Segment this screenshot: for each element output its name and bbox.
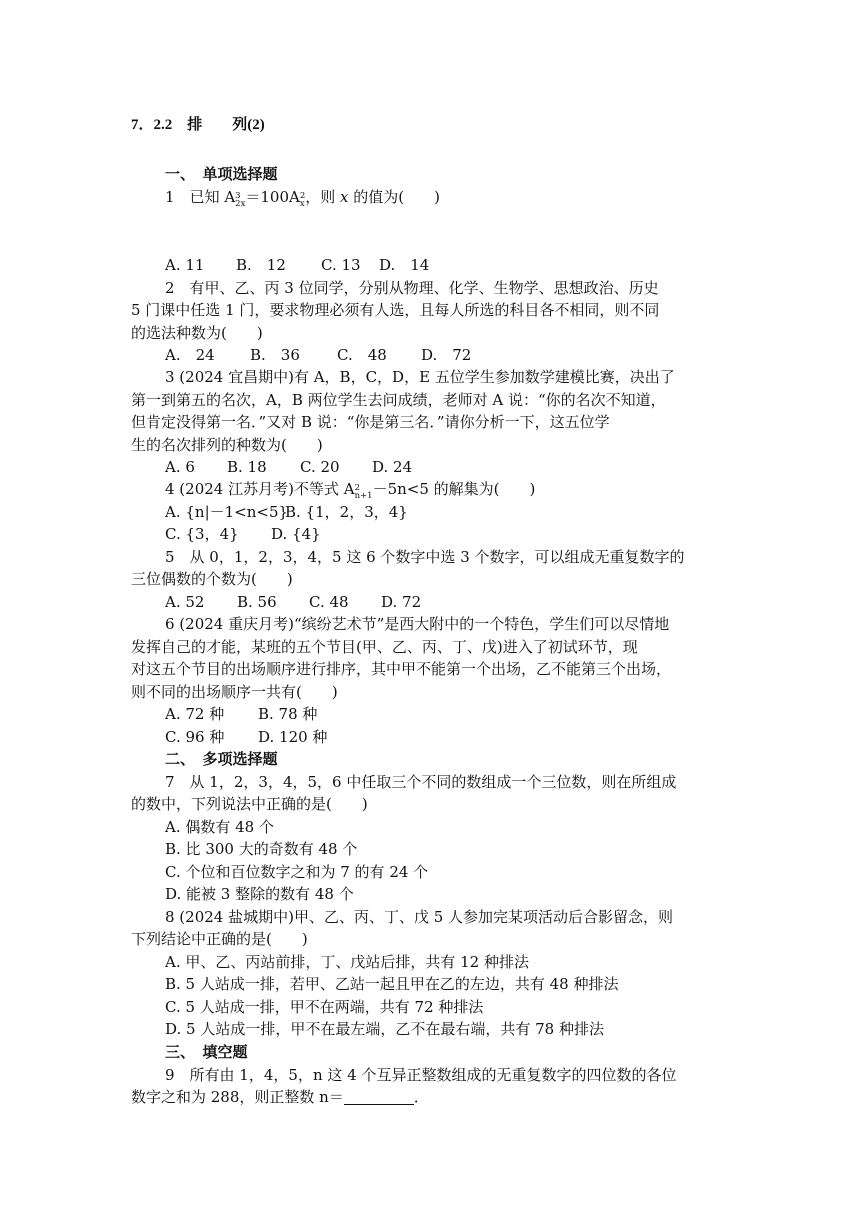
q5-line-1: 5 从 0，1，2，3，4，5 这 6 个数字中选 3 个数字，可以组成无重复数字的 [165, 548, 685, 566]
option-b: B. 5 人站成一排，若甲、乙站一起且甲在乙的左边，共有 48 种排法 [165, 975, 619, 993]
option-a: A. 偶数有 48 个 [165, 818, 274, 836]
question-text: 数字之和为 288，则正整数 n＝ [131, 1088, 344, 1106]
q2-line-1: 2 有甲、乙、丙 3 位同学，分别从物理、化学、生物学、思想政治、历史 [165, 279, 659, 297]
option-b: B. {1，2，3，4} [285, 503, 408, 521]
question-text: －5n<5 的解集为( ) [372, 480, 536, 498]
option-d: D. 72 [381, 593, 422, 611]
option-b: B. 比 300 大的奇数有 48 个 [165, 840, 358, 858]
q3-options [165, 456, 412, 478]
option-b: B. 36 [250, 346, 300, 364]
q4-options-row-1 [165, 501, 408, 523]
section-heading-multiple-choice: 二、 多项选择题 [165, 750, 278, 768]
question-text: ＝100A [245, 188, 300, 206]
variable: x [340, 188, 349, 206]
q6-line-3: 对这五个节目的出场顺序进行排序，其中甲不能第一个出场，乙不能第三个出场， [131, 660, 672, 678]
q4-line-1 [165, 478, 535, 500]
q4-options-row-2 [165, 523, 321, 545]
answer-blank[interactable] [344, 1090, 414, 1105]
q6-line-2: 发挥自己的才能，某班的五个节目(甲、乙、丙、丁、戊)进入了初试环节，现 [131, 638, 638, 656]
q9-line-2 [131, 1086, 429, 1108]
question-number: 1 [165, 188, 175, 206]
option-d: D. 能被 3 整除的数有 48 个 [165, 885, 354, 903]
q6-options-row-1 [165, 703, 317, 725]
option-a: A. 甲、乙、丙站前排，丁、戊站后排，共有 12 种排法 [165, 953, 529, 971]
q9-line-1: 9 所有由 1，4，5，n 这 4 个互异正整数组成的无重复数字的四位数的各位 [165, 1066, 677, 1084]
option-d: D. 24 [372, 458, 413, 476]
option-c: C. {3，4} [165, 525, 239, 543]
option-d: D. 72 [421, 346, 472, 364]
q5-options [165, 591, 421, 613]
option-b: B. 12 [236, 256, 286, 274]
q8-line-2: 下列结论中正确的是( ) [131, 930, 308, 948]
option-c: C. 个位和百位数字之和为 7 的有 24 个 [165, 863, 429, 881]
superscript-subscript: 3 2x [235, 191, 246, 209]
option-d: D. 14 [379, 256, 430, 274]
option-a: A. 24 [165, 346, 215, 364]
q6-line-1: 6 (2024 重庆月考)“缤纷艺术节”是西大附中的一个特色，学生们可以尽情地 [165, 615, 670, 633]
q1-options [165, 254, 429, 276]
q7-line-1: 7 从 1，2，3，4，5，6 中任取三个不同的数组成一个三位数，则在所组成 [165, 773, 677, 791]
superscript-subscript: 2 n+1 [354, 483, 373, 501]
q3-line-3: 但肯定没得第一名．”又对 B 说：“你是第三名．”请你分析一下，这五位学 [131, 413, 610, 431]
q5-line-2: 三位偶数的个数为( ) [131, 570, 293, 588]
option-c: C. 13 [321, 256, 361, 274]
question-text: ，则 [305, 188, 341, 206]
option-c: C. 20 [300, 458, 340, 476]
option-b: B. 18 [227, 458, 267, 476]
superscript-subscript: 2 x [299, 191, 306, 209]
option-a: A. 72 种 [165, 705, 225, 723]
q2-line-2: 5 门课中任选 1 门，要求物理必须有人选，且每人所选的科目各不相同，则不同 [131, 301, 660, 319]
option-d: D. 120 种 [258, 728, 328, 746]
option-b: B. 78 种 [258, 705, 318, 723]
question-1 [165, 186, 440, 208]
option-d: D. {4} [271, 525, 321, 543]
option-c: C. 48 [309, 593, 349, 611]
q3-line-2: 第一到第五的名次，A，B 两位学生去问成绩，老师对 A 说：“你的名次不知道， [131, 391, 666, 409]
q3-line-4: 生的名次排列的种数为( ) [131, 436, 323, 454]
q6-options-row-2 [165, 726, 327, 748]
question-text: 的值为( ) [348, 188, 440, 206]
q3-line-1: 3 (2024 宜昌期中)有 A，B，C，D，E 五位学生参加数学建模比赛，决出了 [165, 368, 675, 386]
option-a: A. 11 [165, 256, 205, 274]
option-c: C. 48 [337, 346, 387, 364]
option-a: A. 6 [165, 458, 195, 476]
option-c: C. 5 人站成一排，甲不在两端，共有 72 种排法 [165, 998, 484, 1016]
question-text: 已知 A [189, 188, 236, 206]
question-text: 4 (2024 江苏月考)不等式 A [165, 480, 355, 498]
option-a: A. 52 [165, 593, 205, 611]
option-b: B. 56 [237, 593, 277, 611]
question-text: ． [413, 1088, 429, 1106]
section-heading-single-choice: 一、 单项选择题 [165, 165, 278, 183]
q7-line-2: 的数中，下列说法中正确的是( ) [131, 795, 368, 813]
page-title: 7．2.2 排 列(2) [131, 117, 265, 133]
option-a: A. {n|－1<n<5} [165, 503, 289, 521]
q2-line-3: 的选法种数为( ) [131, 324, 263, 342]
q6-line-4: 则不同的出场顺序一共有( ) [131, 683, 338, 701]
option-c: C. 96 种 [165, 728, 225, 746]
q8-line-1: 8 (2024 盐城期中)甲、乙、丙、丁、戊 5 人参加完某项活动后合影留念，则 [165, 908, 674, 926]
q2-options [165, 344, 471, 366]
option-d: D. 5 人站成一排，甲不在最左端，乙不在最右端，共有 78 种排法 [165, 1020, 604, 1038]
section-heading-fill-in: 三、 填空题 [165, 1043, 248, 1061]
